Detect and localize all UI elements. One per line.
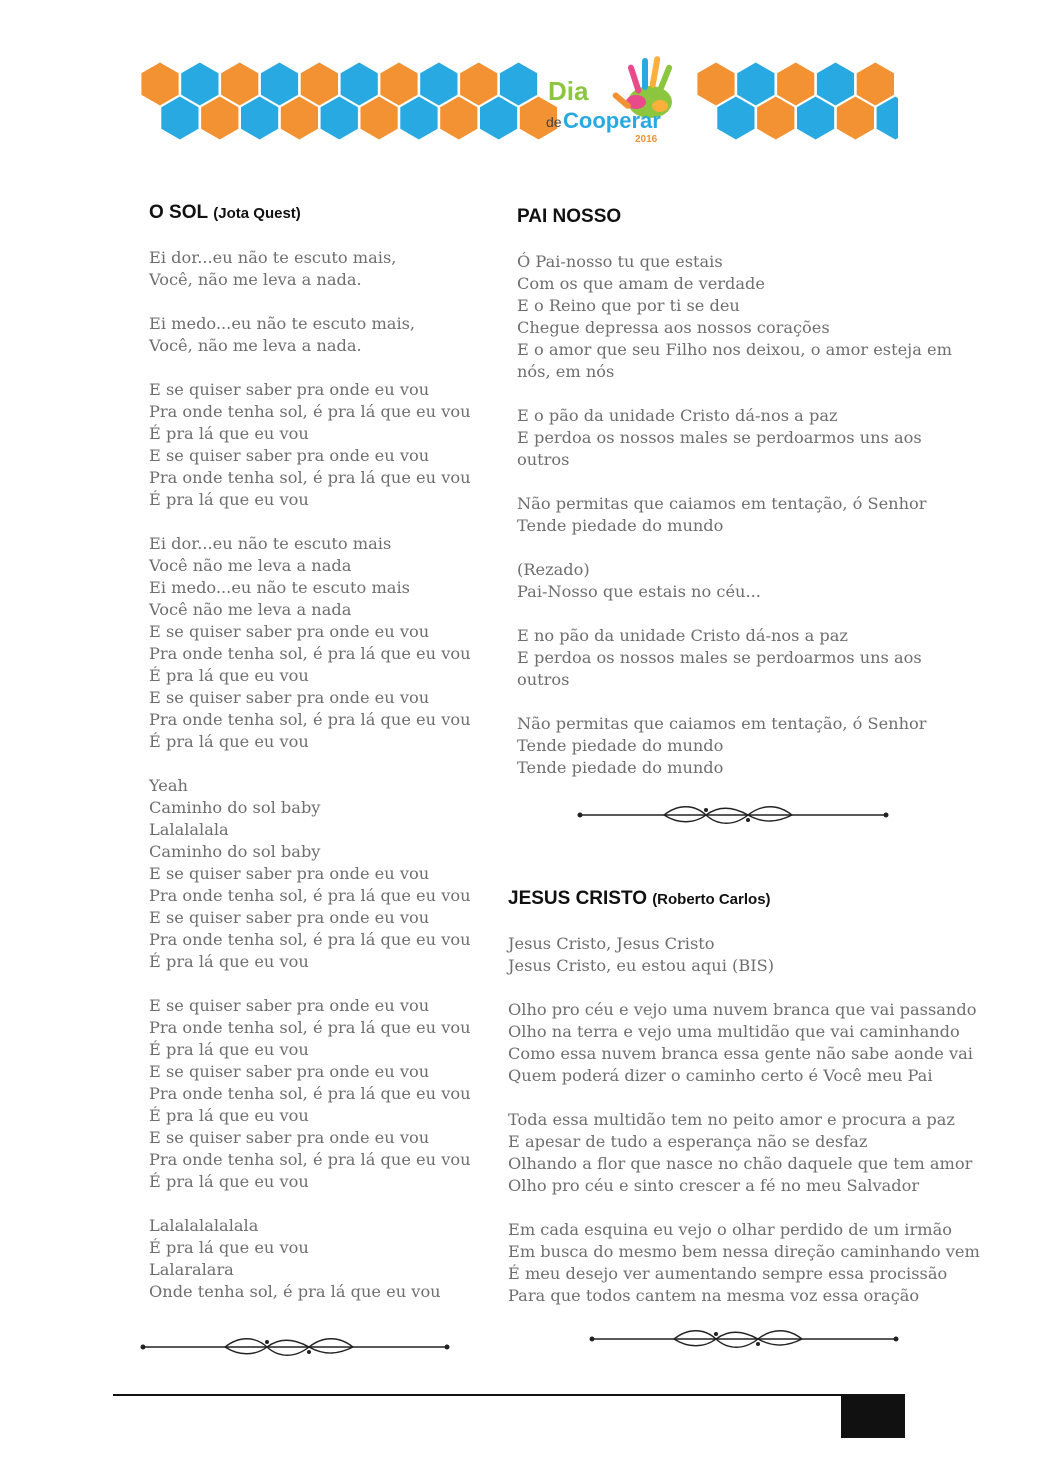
lyric-line: E se quiser saber pra onde eu vou xyxy=(149,446,430,465)
lyric-stanza xyxy=(517,713,957,779)
lyric-line: É pra lá que eu vou xyxy=(149,1040,309,1059)
song-title: O SOL xyxy=(149,202,209,223)
lyric-line: Jesus Cristo, eu estou aqui (BIS) xyxy=(508,956,775,975)
song-artist: (Roberto Carlos) xyxy=(652,891,771,908)
hexagon-shape xyxy=(301,63,338,106)
hexagon-shape xyxy=(221,63,258,106)
lyric-stanza xyxy=(508,1109,978,1197)
hexagon-shape xyxy=(440,97,477,140)
lyric-line: Ei medo...eu não te escuto mais xyxy=(149,578,410,597)
lyric-line: E o Reino que por ti se deu xyxy=(517,296,740,315)
hexagon-shape xyxy=(261,63,298,106)
lyric-line: Pra onde tenha sol, é pra lá que eu vou xyxy=(149,930,471,949)
song-artist: (Jota Quest) xyxy=(213,205,301,222)
hexagon-shape xyxy=(837,97,874,140)
page-number-box xyxy=(841,1396,905,1438)
lyric-line: E o amor que seu Filho nos deixou, o amor esteja em xyxy=(517,340,952,359)
hexagon-shape xyxy=(241,97,278,140)
lyric-line: Pra onde tenha sol, é pra lá que eu vou xyxy=(149,1018,471,1037)
lyric-line: Em busca do mesmo bem nessa direção caminhando vem xyxy=(508,1242,980,1261)
lyric-line: E o pão da unidade Cristo dá-nos a paz xyxy=(517,406,838,425)
lyric-stanza xyxy=(149,313,479,357)
lyric-stanza xyxy=(149,995,479,1193)
lyric-line: Tende piedade do mundo xyxy=(517,736,724,755)
lyric-line: Pai-Nosso que estais no céu... xyxy=(517,582,761,601)
song-pai-nosso xyxy=(517,204,957,801)
lyric-line: Pra onde tenha sol, é pra lá que eu vou xyxy=(149,1084,471,1103)
lyric-line: Lalaralara xyxy=(149,1260,234,1279)
logo-title-line2: Cooperar xyxy=(563,108,661,133)
lyric-stanza xyxy=(517,493,957,537)
lyric-line: Olhando a flor que nasce no chão daquele que tem amor xyxy=(508,1154,973,1173)
lyric-line: Olho pro céu e sinto crescer a fé no meu Salvador xyxy=(508,1176,920,1195)
hexagon-shape xyxy=(757,97,794,140)
lyric-stanza xyxy=(149,247,479,291)
song-title-line xyxy=(508,886,978,912)
lyric-line: E se quiser saber pra onde eu vou xyxy=(149,622,430,641)
hexagon-shape xyxy=(697,63,734,106)
lyric-line: Pra onde tenha sol, é pra lá que eu vou xyxy=(149,402,471,421)
lyric-line: E se quiser saber pra onde eu vou xyxy=(149,1128,430,1147)
hexagon-shape xyxy=(777,63,814,106)
lyric-line: Ei medo...eu não te escuto mais, xyxy=(149,314,416,333)
hexagon-shape xyxy=(480,97,517,140)
lyric-line: outros xyxy=(517,450,570,469)
hexagon-shape xyxy=(341,63,378,106)
lyric-line: Você, não me leva a nada. xyxy=(149,270,362,289)
logo-title-line1: Dia xyxy=(548,76,589,106)
lyric-line: Lalalalala xyxy=(149,820,229,839)
lyric-line: E se quiser saber pra onde eu vou xyxy=(149,380,430,399)
lyric-line: É pra lá que eu vou xyxy=(149,1172,309,1191)
lyric-line: Com os que amam de verdade xyxy=(517,274,765,293)
lyric-line: Olho na terra e vejo uma multidão que vai caminhando xyxy=(508,1022,960,1041)
lyric-line: E apesar de tudo a esperança não se desfaz xyxy=(508,1132,868,1151)
lyric-line: Não permitas que caiamos em tentação, ó Senhor xyxy=(517,714,927,733)
hexagon-shape xyxy=(500,63,537,106)
lyric-line: E se quiser saber pra onde eu vou xyxy=(149,996,430,1015)
hexagon-shape xyxy=(420,63,457,106)
lyric-line: Ei dor...eu não te escuto mais, xyxy=(149,248,397,267)
lyric-line: Você, não me leva a nada. xyxy=(149,336,362,355)
lyric-line: É pra lá que eu vou xyxy=(149,952,309,971)
hexagon-shape xyxy=(361,97,398,140)
lyric-line: E perdoa os nossos males se perdoarmos uns aos xyxy=(517,648,922,667)
lyric-stanza xyxy=(149,379,479,511)
lyric-stanza xyxy=(517,405,957,471)
lyric-line: Onde tenha sol, é pra lá que eu vou xyxy=(149,1282,441,1301)
lyric-line: Ei dor...eu não te escuto mais xyxy=(149,534,392,553)
hexagon-pattern-right xyxy=(697,63,898,140)
lyric-stanza xyxy=(149,775,479,973)
lyric-line: (Rezado) xyxy=(517,560,590,579)
lyric-line: Em cada esquina eu vejo o olhar perdido de um irmão xyxy=(508,1220,952,1239)
lyric-line: Lalalalalalala xyxy=(149,1216,259,1235)
lyric-stanza xyxy=(508,933,978,977)
lyric-line: E se quiser saber pra onde eu vou xyxy=(149,864,430,883)
lyric-line: É pra lá que eu vou xyxy=(149,732,309,751)
lyric-line: Tende piedade do mundo xyxy=(517,758,724,777)
ornamental-divider xyxy=(139,1334,451,1360)
song-title: JESUS CRISTO xyxy=(508,888,648,909)
ornamental-divider xyxy=(576,802,890,828)
song-lyrics xyxy=(517,251,957,779)
lyric-line: Toda essa multidão tem no peito amor e procura a paz xyxy=(508,1110,955,1129)
lyric-stanza xyxy=(517,251,957,383)
header-banner xyxy=(138,46,898,152)
lyric-line: Você não me leva a nada xyxy=(149,600,352,619)
lyric-line: É meu desejo ver aumentando sempre essa procissão xyxy=(508,1264,948,1283)
song-jesus-cristo xyxy=(508,886,978,1329)
lyric-line: Quem poderá dizer o caminho certo é Você meu Pai xyxy=(508,1066,933,1085)
lyric-line: Pra onde tenha sol, é pra lá que eu vou xyxy=(149,468,471,487)
lyric-line: Chegue depressa aos nossos corações xyxy=(517,318,830,337)
song-title-line xyxy=(517,204,957,230)
hexagon-shape xyxy=(321,97,358,140)
song-title-line xyxy=(149,200,479,226)
logo-de: de xyxy=(546,114,562,130)
lyric-line: E se quiser saber pra onde eu vou xyxy=(149,908,430,927)
hexagon-shape xyxy=(817,63,854,106)
lyric-line: Caminho do sol baby xyxy=(149,798,321,817)
lyric-line: E se quiser saber pra onde eu vou xyxy=(149,688,430,707)
lyric-line: Pra onde tenha sol, é pra lá que eu vou xyxy=(149,644,471,663)
lyric-stanza xyxy=(517,559,957,603)
lyric-line: Para que todos cantem na mesma voz essa oração xyxy=(508,1286,920,1305)
hexagon-pattern-left xyxy=(141,63,557,140)
lyric-line: Como essa nuvem branca essa gente não sabe aonde vai xyxy=(508,1044,973,1063)
hexagon-shape xyxy=(380,63,417,106)
hexagon-shape xyxy=(281,97,318,140)
hexagon-shape xyxy=(201,97,238,140)
lyric-line: É pra lá que eu vou xyxy=(149,490,309,509)
lyric-line: É pra lá que eu vou xyxy=(149,1106,309,1125)
lyric-line: Pra onde tenha sol, é pra lá que eu vou xyxy=(149,1150,471,1169)
lyric-line: Ó Pai-nosso tu que estais xyxy=(517,252,723,271)
lyric-line: Yeah xyxy=(149,776,188,795)
lyric-line: Você não me leva a nada xyxy=(149,556,352,575)
footer-rule xyxy=(113,1394,905,1396)
lyric-stanza xyxy=(149,533,479,753)
lyric-stanza xyxy=(149,1215,479,1303)
hexagon-shape xyxy=(181,63,218,106)
hexagon-shape xyxy=(797,97,834,140)
lyric-line: Pra onde tenha sol, é pra lá que eu vou xyxy=(149,886,471,905)
lyric-line: É pra lá que eu vou xyxy=(149,1238,309,1257)
hexagon-shape xyxy=(460,63,497,106)
hexagon-shape xyxy=(400,97,437,140)
lyric-line: Olho pro céu e vejo uma nuvem branca que vai passando xyxy=(508,1000,977,1019)
hexagon-shape xyxy=(717,97,754,140)
lyric-line: Caminho do sol baby xyxy=(149,842,321,861)
hexagon-shape xyxy=(737,63,774,106)
lyric-line: Tende piedade do mundo xyxy=(517,516,724,535)
lyric-line: É pra lá que eu vou xyxy=(149,666,309,685)
hexagon-shape xyxy=(161,97,198,140)
hexagon-shape xyxy=(877,97,898,140)
hexagon-shape xyxy=(141,63,178,106)
song-lyrics xyxy=(149,247,479,1303)
song-lyrics xyxy=(508,933,978,1307)
lyric-line: E se quiser saber pra onde eu vou xyxy=(149,1062,430,1081)
hexagon-shape xyxy=(857,63,894,106)
lyric-line: Jesus Cristo, Jesus Cristo xyxy=(508,934,715,953)
lyric-line: E perdoa os nossos males se perdoarmos uns aos xyxy=(517,428,922,447)
lyric-line: Não permitas que caiamos em tentação, ó Senhor xyxy=(517,494,927,513)
lyric-stanza xyxy=(517,625,957,691)
song-o-sol xyxy=(149,200,479,1325)
lyric-stanza xyxy=(508,999,978,1087)
lyric-stanza xyxy=(508,1219,978,1307)
ornamental-divider xyxy=(588,1326,900,1352)
lyric-line: nós, em nós xyxy=(517,362,615,381)
song-title: PAI NOSSO xyxy=(517,206,622,227)
logo-year: 2016 xyxy=(635,134,658,145)
lyric-line: outros xyxy=(517,670,570,689)
lyric-line: E no pão da unidade Cristo dá-nos a paz xyxy=(517,626,848,645)
lyric-line: Pra onde tenha sol, é pra lá que eu vou xyxy=(149,710,471,729)
lyric-line: É pra lá que eu vou xyxy=(149,424,309,443)
